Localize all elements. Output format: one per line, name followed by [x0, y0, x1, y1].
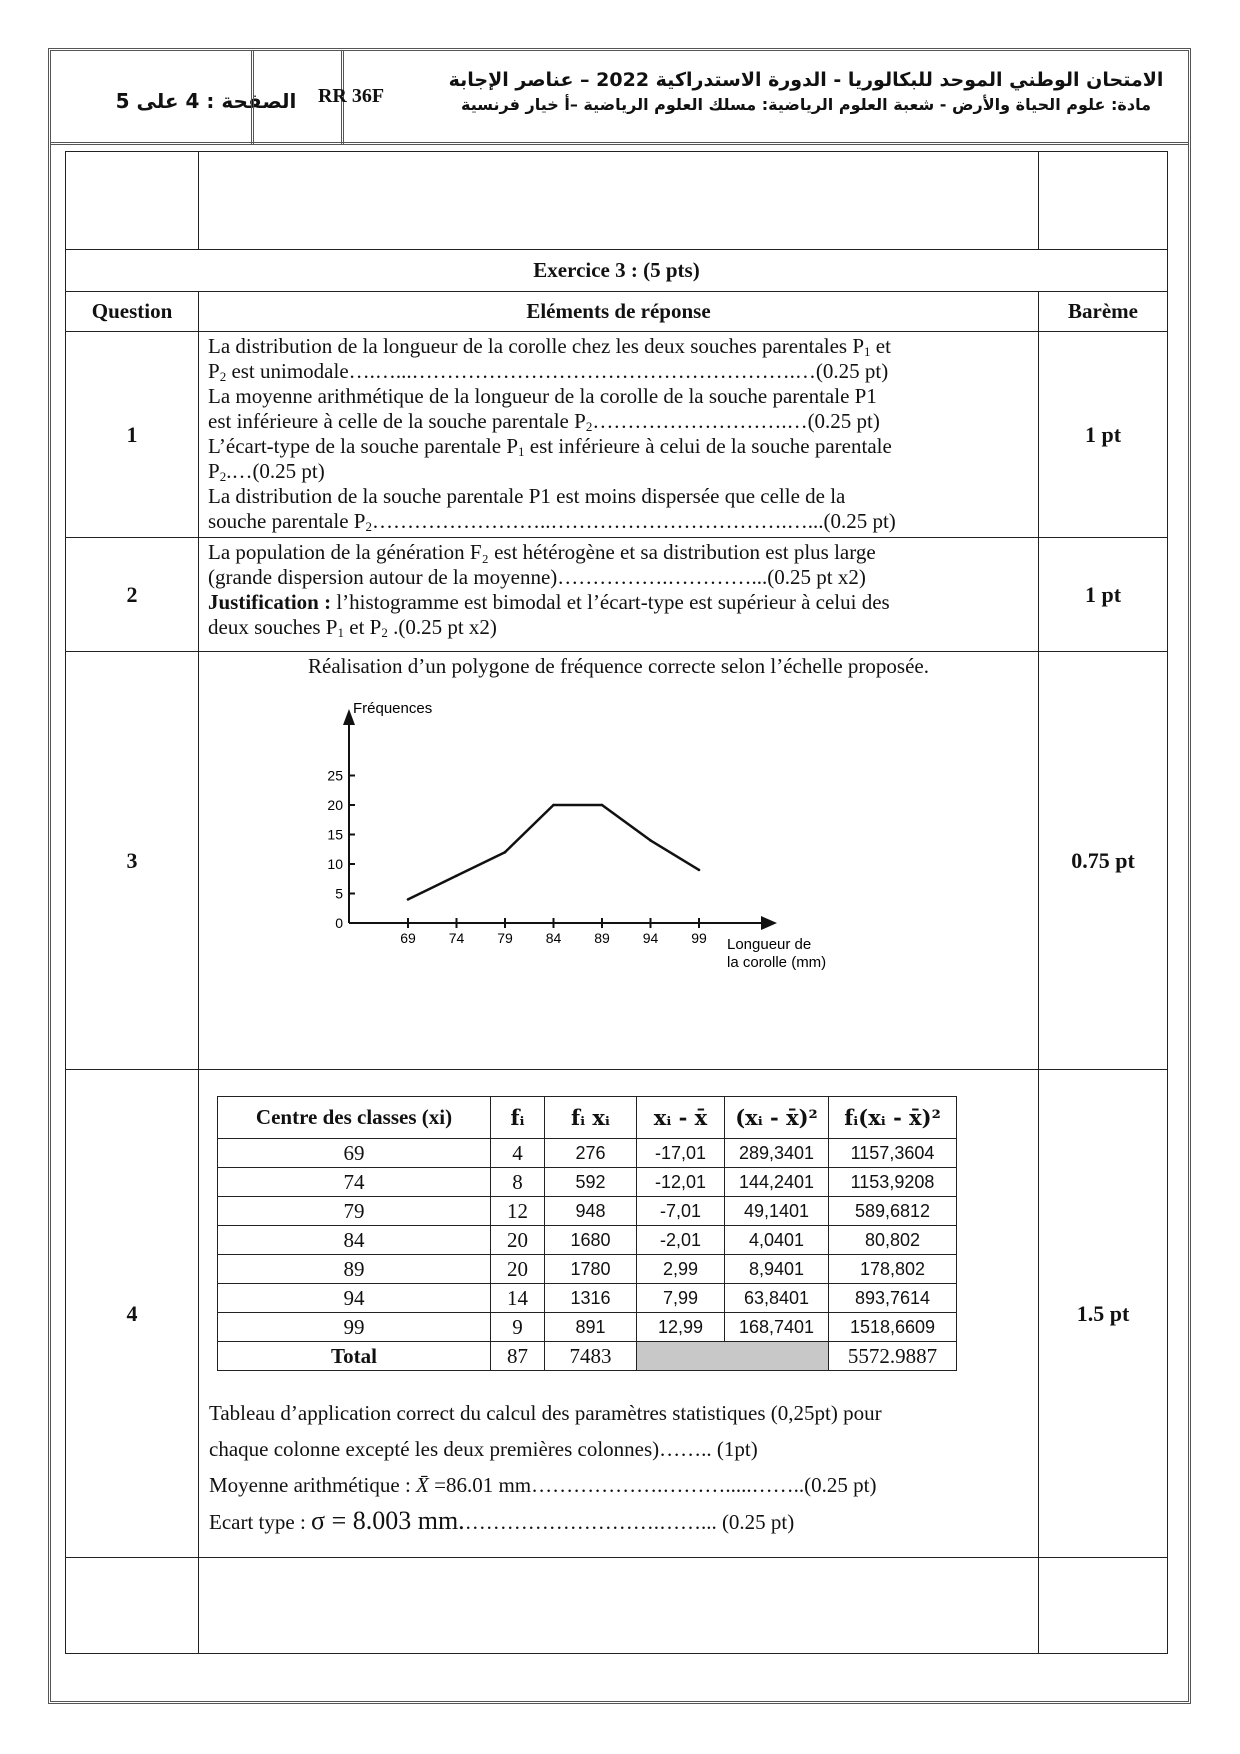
stats-cell: 84 — [218, 1226, 491, 1255]
response-cell — [199, 652, 1039, 1070]
x-axis-label: Longueur de — [727, 936, 812, 953]
y-tick-label: 5 — [335, 885, 343, 902]
stats-cell: -7,01 — [637, 1197, 725, 1226]
stats-header-cell: xᵢ - x̄ — [637, 1097, 725, 1139]
stats-cell: 20 — [491, 1226, 545, 1255]
stats-cell: 4 — [491, 1139, 545, 1168]
response-line: La moyenne arithmétique de la longueur de la corolle de la souche parentale P1 — [208, 384, 877, 408]
stats-cell: 589,6812 — [829, 1197, 957, 1226]
stats-cell: 891 — [545, 1313, 637, 1342]
stats-header-cell: fᵢ xᵢ — [545, 1097, 637, 1139]
frequency-polygon-chart — [199, 679, 1039, 1049]
response-header: Eléments de réponse — [199, 292, 1039, 332]
stats-cell: 7,99 — [637, 1284, 725, 1313]
response-line: Justification : l’histogramme est bimodal et l’écart-type est supérieur à celui des — [208, 590, 890, 614]
response-cell — [199, 538, 1039, 652]
y-tick-label: 0 — [335, 915, 343, 931]
stats-row — [218, 1168, 957, 1197]
frequency-polygon-line — [408, 805, 699, 899]
data-point — [455, 875, 458, 878]
y-tick-label: 10 — [327, 856, 343, 872]
stats-row — [218, 1313, 957, 1342]
y-tick-label: 25 — [327, 767, 343, 784]
x-tick-label: 84 — [545, 930, 562, 946]
question-number: 1 — [66, 332, 199, 538]
stats-cell: 1518,6609 — [829, 1313, 957, 1342]
total-fx: 7483 — [545, 1342, 637, 1371]
response-line: $P_2.\dots(0.25$ pt) — [208, 459, 325, 484]
data-point — [649, 839, 652, 842]
y-tick-label: 20 — [327, 797, 343, 813]
stats-cell: 289,3401 — [725, 1139, 829, 1168]
x-axis-label: la corolle (mm) — [727, 954, 827, 971]
stats-cell: 74 — [218, 1168, 491, 1197]
empty-cell — [199, 1558, 1039, 1654]
stats-cell: 89 — [218, 1255, 491, 1284]
stats-cell: 69 — [218, 1139, 491, 1168]
x-tick-label: 94 — [642, 930, 659, 946]
stats-cell: 178,802 — [829, 1255, 957, 1284]
x-tick-label: 79 — [497, 930, 513, 946]
x-tick-label: 74 — [448, 930, 465, 946]
stats-explanation — [207, 1395, 1030, 1540]
x-tick-label: 69 — [400, 930, 416, 946]
data-point — [552, 804, 555, 807]
response-line: deux souches $P_1$ et $P_2$ .(0.25 pt x2) — [208, 615, 497, 640]
stats-row — [218, 1226, 957, 1255]
response-line: La distribution de la longueur de la corolle chez les deux souches parentales $P_1$ et — [208, 334, 891, 359]
question-row-3 — [66, 652, 1168, 1070]
stats-cell: 12 — [491, 1197, 545, 1226]
stats-cell: 49,1401 — [725, 1197, 829, 1226]
stats-cell: 276 — [545, 1139, 637, 1168]
response-line: (grande dispersion autour de la moyenne)…………….…………...(0.25 pt x2) — [208, 565, 866, 589]
stats-cell: 20 — [491, 1255, 545, 1284]
question-header: Question — [66, 292, 199, 332]
stats-header-cell: (xᵢ - x̄)² — [725, 1097, 829, 1139]
exam-code: RR 36F — [317, 85, 385, 107]
empty-row — [66, 152, 1168, 250]
stats-cell: 144,2401 — [725, 1168, 829, 1197]
data-point — [698, 869, 701, 872]
response-line: est inférieure à celle de la souche parentale $P_2\dots\dots\dots\dots\dots\dots\dots\dots\dots.\dots(0.25$ pt) — [208, 409, 880, 434]
stats-cell: 79 — [218, 1197, 491, 1226]
stats-row — [218, 1197, 957, 1226]
stats-header-cell: fᵢ(xᵢ - x̄)² — [829, 1097, 957, 1139]
response-line: La distribution de la souche parentale P1 est moins dispersée que celle de la — [208, 484, 846, 508]
stats-table — [217, 1096, 957, 1371]
question-row-2 — [66, 538, 1168, 652]
empty-row — [66, 1558, 1168, 1654]
total-f: 87 — [491, 1342, 545, 1371]
stats-cell: -17,01 — [637, 1139, 725, 1168]
total-label: Total — [218, 1342, 491, 1371]
y-axis-label: Fréquences — [353, 700, 433, 717]
explanation-line: chaque colonne excepté les deux premières colonnes)…….. (1pt) — [209, 1437, 758, 1461]
empty-cell — [1039, 1558, 1168, 1654]
points-cell: 1.5 pt — [1039, 1070, 1168, 1558]
stats-cell: 1780 — [545, 1255, 637, 1284]
stats-cell: 9 — [491, 1313, 545, 1342]
exercise-title: Exercice 3 : (5 pts) — [66, 250, 1168, 292]
stats-row — [218, 1139, 957, 1168]
exam-title: الامتحان الوطني الموحد للبكالوريا - الدورة الاستدراكية 2022 – عناصر الإجابة — [448, 69, 1164, 91]
x-tick-label: 89 — [594, 930, 610, 946]
stats-row — [218, 1255, 957, 1284]
empty-cell — [199, 152, 1039, 250]
data-point — [504, 851, 507, 854]
exam-subtitle: مادة: علوم الحياة والأرض - شعبة العلوم الرياضية: مسلك العلوم الرياضية –أ خيار فرنسية — [461, 95, 1151, 114]
stats-header-cell: Centre des classes (xi) — [218, 1097, 491, 1139]
x-axis-arrow — [761, 916, 777, 930]
stats-cell: 1316 — [545, 1284, 637, 1313]
response-line: L’écart-type de la souche parentale $P_1$ est inférieure à celui de la souche parentale — [208, 434, 892, 459]
stats-cell: 99 — [218, 1313, 491, 1342]
column-header-row — [66, 292, 1168, 332]
exercise-title-row — [66, 250, 1168, 292]
question-row-4 — [66, 1070, 1168, 1558]
stats-cell: 14 — [491, 1284, 545, 1313]
stats-row — [218, 1284, 957, 1313]
stats-cell: 4,0401 — [725, 1226, 829, 1255]
points-cell: 1 pt — [1039, 332, 1168, 538]
response-line: $P_2$ est unimodale….…...……………………………………………….…(0.25 pt) — [208, 359, 889, 384]
stats-cell: 1680 — [545, 1226, 637, 1255]
mean-line: Moyenne arithmétique : X̄ =86.01 mm……………….……….....……..(0.25 pt) — [209, 1473, 877, 1497]
stats-cell: -2,01 — [637, 1226, 725, 1255]
header-divider — [251, 51, 254, 145]
empty-cell — [66, 152, 199, 250]
stats-cell: 12,99 — [637, 1313, 725, 1342]
response-cell — [199, 332, 1039, 538]
data-point — [601, 804, 604, 807]
x-tick-label: 99 — [691, 930, 707, 946]
page-header — [51, 51, 1188, 145]
stats-cell: 80,802 — [829, 1226, 957, 1255]
question-number: 4 — [66, 1070, 199, 1558]
stats-header-row — [218, 1097, 957, 1139]
points-cell: 1 pt — [1039, 538, 1168, 652]
response-line: souche parentale $P_2\dots\dots\dots\dots\dots\dots\dots\dots..\dots\dots\dots\dots\dots\dots\dots\dots\dots\dots\dots.\dots...(0.25$ pt) — [208, 509, 896, 534]
stats-cell: 1153,9208 — [829, 1168, 957, 1197]
y-tick-label: 15 — [327, 826, 343, 843]
stats-cell: 63,8401 — [725, 1284, 829, 1313]
stats-cell: -12,01 — [637, 1168, 725, 1197]
stats-cell: 8 — [491, 1168, 545, 1197]
explanation-line: Tableau d’application correct du calcul des paramètres statistiques (0,25pt) pour — [209, 1401, 882, 1425]
stats-cell: 893,7614 — [829, 1284, 957, 1313]
question-number: 2 — [66, 538, 199, 652]
stats-cell: 94 — [218, 1284, 491, 1313]
stats-cell: 948 — [545, 1197, 637, 1226]
shaded-cell — [637, 1342, 829, 1371]
question-row-1 — [66, 332, 1168, 538]
response-cell — [199, 1070, 1039, 1558]
question-number: 3 — [66, 652, 199, 1070]
page-number: الصفحة : 4 على 5 — [115, 89, 297, 113]
sd-line: Ecart type : σ = 8.003 mm.……………………….……... (0.25 pt) — [209, 1506, 795, 1535]
stats-header-cell: fᵢ — [491, 1097, 545, 1139]
response-line: La population de la génération F₂ est hétérogène et sa distribution est plus large — [208, 540, 876, 564]
points-cell: 0.75 pt — [1039, 652, 1168, 1070]
empty-cell — [66, 1558, 199, 1654]
stats-cell: 592 — [545, 1168, 637, 1197]
total-sum: 5572.9887 — [829, 1342, 957, 1371]
data-point — [407, 898, 410, 901]
stats-cell: 8,9401 — [725, 1255, 829, 1284]
stats-total-row — [218, 1342, 957, 1371]
stats-cell: 1157,3604 — [829, 1139, 957, 1168]
bareme-header: Barème — [1039, 292, 1168, 332]
empty-cell — [1039, 152, 1168, 250]
stats-cell: 168,7401 — [725, 1313, 829, 1342]
chart-caption: Réalisation d’un polygone de fréquence correcte selon l’échelle proposée. — [308, 654, 929, 678]
answer-table — [65, 151, 1168, 1654]
stats-cell: 2,99 — [637, 1255, 725, 1284]
